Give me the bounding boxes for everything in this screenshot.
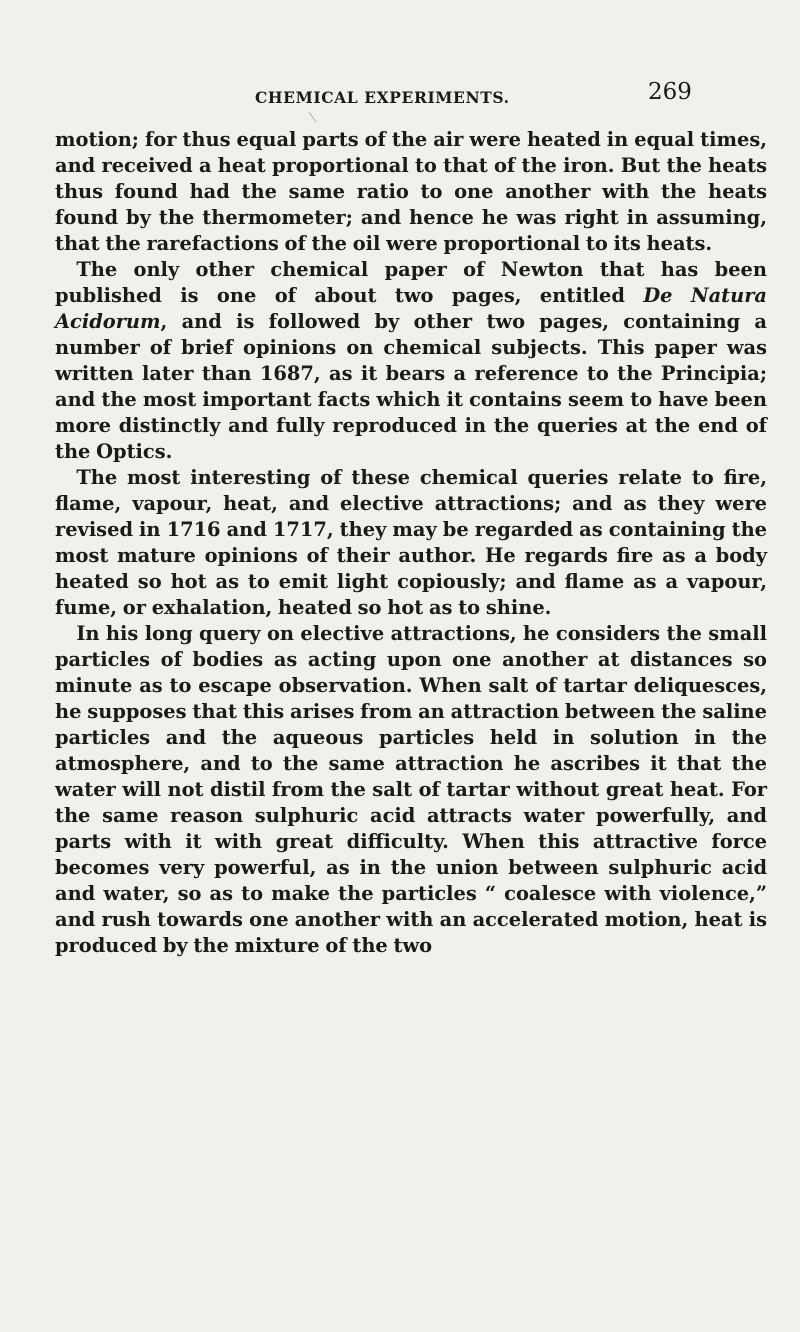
paragraph-2 — [55, 257, 767, 465]
page-number: 269 — [648, 79, 692, 105]
paragraph-2-text-a: The only other chemical paper of Newton that has been published is one of about two pages, entitled — [55, 258, 767, 307]
paragraph-3 — [55, 465, 767, 621]
title-de-natura-acidorum: De Natura Acidorum — [55, 284, 767, 333]
running-head: CHEMICAL EXPERIMENTS. — [255, 88, 510, 107]
body-text — [55, 127, 767, 959]
page-mark — [309, 112, 317, 122]
paragraph-2-text-b: , and is followed by other two pages, containing a number of brief opinions on chemical subjects. This paper was written later than 1687, as it bears a reference to the Principia; and the most important facts which it contains seem to have been more distinctly and fully reproduced in the queries at the end of the Optics. — [55, 310, 767, 463]
paragraph-4-text: In his long query on elective attractions, he considers the small particles of bodies as acting upon one another at distances so minute as to escape observation. When salt of tartar deliquesces, he supposes that this arises from an attraction between the saline particles and the aqueous particles held in solution in the atmosphere, and to the same attraction he ascribes it that the water will not distil from the salt of tartar without great heat. For the same reason sulphuric acid attracts water powerfully, and parts with it with great difficulty. When this attractive force becomes very powerful, as in the union between sulphuric acid and water, so as to make the particles “ coalesce with violence,” and rush towards one another with an accelerated motion, heat is produced by the mixture of the two — [55, 622, 767, 957]
paragraph-1-text: motion; for thus equal parts of the air were heated in equal times, and received a heat proportional to that of the iron. But the heats thus found had the same ratio to one another with the heats found by the thermometer; and hence he was right in assuming, that the rarefactions of the oil were proportional to its heats. — [55, 128, 767, 255]
paragraph-3-text: The most interesting of these chemical queries relate to fire, flame, vapour, heat, and elective attractions; and as they were revised in 1716 and 1717, they may be regarded as containing the most mature opinions of their author. He regards fire as a body heated so hot as to emit light copiously; and flame as a vapour, fume, or exhalation, heated so hot as to shine. — [55, 466, 767, 619]
paragraph-1 — [55, 127, 767, 257]
paragraph-4 — [55, 621, 767, 959]
